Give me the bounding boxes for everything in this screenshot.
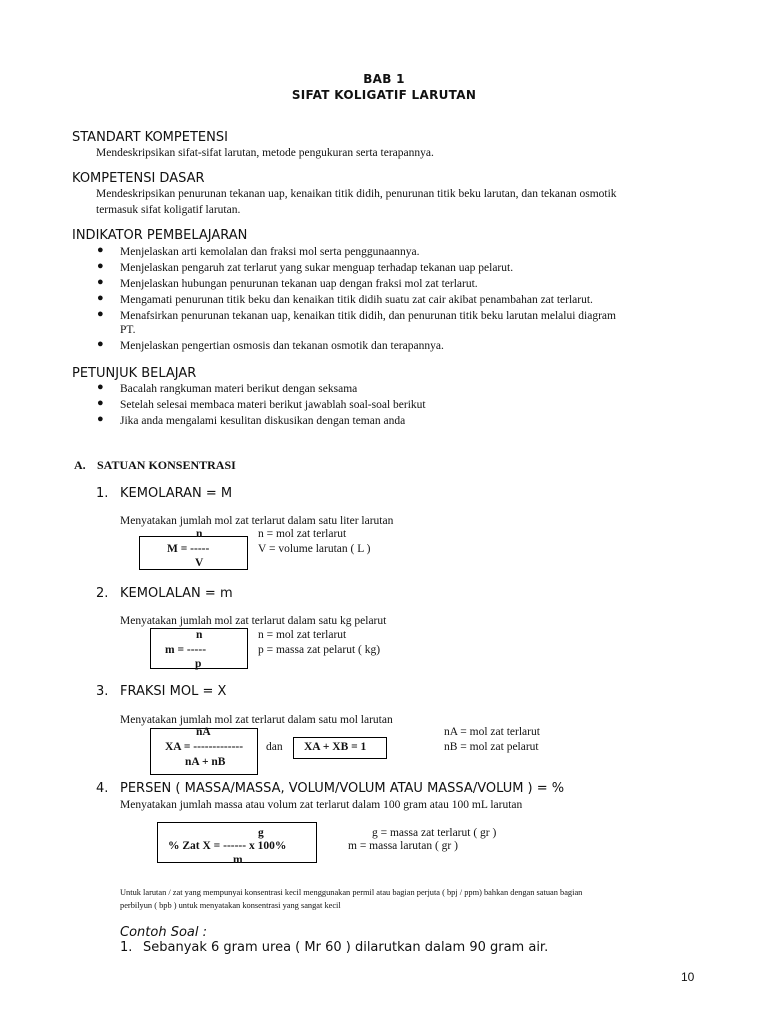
formula-denominator: m <box>233 854 243 866</box>
bullet-icon: ● <box>97 397 104 409</box>
formula-numerator: nA <box>196 726 211 738</box>
dasar-heading: KOMPETENSI DASAR <box>72 171 205 186</box>
contoh-number: 1. <box>120 940 133 955</box>
formula-denominator: V <box>195 557 204 569</box>
indikator-item: Menafsirkan penurunan tekanan uap, kenaikan titik didih, dan penurunan titik beku larutan melalui diagram <box>120 310 616 322</box>
bullet-icon: ● <box>97 260 104 272</box>
sum-formula: XA + XB = 1 <box>304 741 367 753</box>
petunjuk-item: Setelah selesai membaca materi berikut jawablah soal-soal berikut <box>120 399 426 411</box>
contoh-heading: Contoh Soal : <box>120 925 207 940</box>
section-a-label: A. <box>74 458 86 472</box>
persen-desc: Menyatakan jumlah massa atau volum zat terlarut dalam 100 gram atau 100 mL larutan <box>120 799 523 811</box>
bullet-icon: ● <box>97 276 104 288</box>
indikator-item-continued: PT. <box>120 324 136 336</box>
indikator-item: Menjelaskan hubungan penurunan tekanan uap dengan fraksi mol zat terlarut. <box>120 278 478 290</box>
indikator-item: Menjelaskan pengertian osmosis dan tekanan osmotik dan terapannya. <box>120 340 444 352</box>
standart-text: Mendeskripsikan sifat-sifat larutan, metode pengukuran serta terapannya. <box>96 147 434 159</box>
item-number: 2. <box>96 586 109 601</box>
dasar-line-2: termasuk sifat koligatif larutan. <box>96 204 241 216</box>
indikator-item: Mengamati penurunan titik beku dan kenaikan titik didih suatu zat cair akibat penambahan zat terlarut. <box>120 294 593 306</box>
molalitas-title: KEMOLALAN = m <box>120 586 233 601</box>
section-a-title: SATUAN KONSENTRASI <box>97 458 236 472</box>
item-number: 3. <box>96 684 109 699</box>
petunjuk-item: Jika anda mengalami kesulitan diskusikan dengan teman anda <box>120 415 406 427</box>
formula-lhs: M = ----- <box>167 543 210 555</box>
definition: nB = mol zat pelarut <box>444 741 539 753</box>
fraksi-desc: Menyatakan jumlah mol zat terlarut dalam satu mol larutan <box>120 714 393 726</box>
conjunction: dan <box>266 741 283 753</box>
definition: n = mol zat terlarut <box>258 629 347 641</box>
contoh-text: Sebanyak 6 gram urea ( Mr 60 ) dilarutkan dalam 90 gram air. <box>143 940 549 955</box>
formula-denominator: p <box>195 658 202 670</box>
definition: g = massa zat terlarut ( gr ) <box>372 827 497 839</box>
chapter-title: SIFAT KOLIGATIF LARUTAN <box>291 88 477 102</box>
persen-title: PERSEN ( MASSA/MASSA, VOLUM/VOLUM ATAU MASSA/VOLUM ) = % <box>120 781 565 796</box>
fraksi-title: FRAKSI MOL = X <box>120 684 227 699</box>
item-number: 4. <box>96 781 109 796</box>
molaritas-title: KEMOLARAN = M <box>120 486 233 501</box>
bullet-icon: ● <box>97 292 104 304</box>
note-line-2: perbilyun ( bpb ) untuk menyatakan konsentrasi yang sangat kecil <box>120 901 341 910</box>
bullet-icon: ● <box>97 413 104 425</box>
page-number: 10 <box>681 970 695 984</box>
definition: n = mol zat terlarut <box>258 528 347 540</box>
definition: nA = mol zat terlarut <box>444 726 540 738</box>
molalitas-desc: Menyatakan jumlah mol zat terlarut dalam satu kg pelarut <box>120 615 387 627</box>
formula-numerator: g <box>258 827 264 839</box>
formula-numerator: n <box>196 629 203 641</box>
indikator-item: Menjelaskan arti kemolalan dan fraksi mol serta penggunaannya. <box>120 246 420 258</box>
petunjuk-heading: PETUNJUK BELAJAR <box>72 366 197 381</box>
formula-lhs: XA = ------------- <box>165 741 244 753</box>
formula-numerator: n <box>196 528 203 540</box>
bullet-icon: ● <box>97 338 104 350</box>
chapter-label: BAB 1 <box>363 72 405 86</box>
definition: p = massa zat pelarut ( kg) <box>258 644 381 656</box>
indikator-item: Menjelaskan pengaruh zat terlarut yang sukar menguap terhadap tekanan uap pelarut. <box>120 262 514 274</box>
standart-heading: STANDART KOMPETENSI <box>72 130 228 145</box>
formula-denominator: nA + nB <box>185 756 226 768</box>
bullet-icon: ● <box>97 244 104 256</box>
formula-lhs: % Zat X = ------ x 100% <box>168 840 287 852</box>
bullet-icon: ● <box>97 381 104 393</box>
dasar-line-1: Mendeskripsikan penurunan tekanan uap, kenaikan titik didih, penurunan titik beku larutan, dan tekanan osmotik <box>96 188 617 200</box>
definition: V = volume larutan ( L ) <box>258 543 371 555</box>
formula-lhs: m = ----- <box>165 644 207 656</box>
note-line-1: Untuk larutan / zat yang mempunyai konsentrasi kecil menggunakan permil atau bagian perjuta ( bpj / ppm) bahkan dengan satuan bagian <box>120 888 583 897</box>
indikator-heading: INDIKATOR PEMBELAJARAN <box>72 228 248 243</box>
definition: m = massa larutan ( gr ) <box>348 840 458 852</box>
bullet-icon: ● <box>97 308 104 320</box>
molaritas-desc: Menyatakan jumlah mol zat terlarut dalam satu liter larutan <box>120 515 394 527</box>
item-number: 1. <box>96 486 109 501</box>
petunjuk-item: Bacalah rangkuman materi berikut dengan seksama <box>120 383 358 395</box>
